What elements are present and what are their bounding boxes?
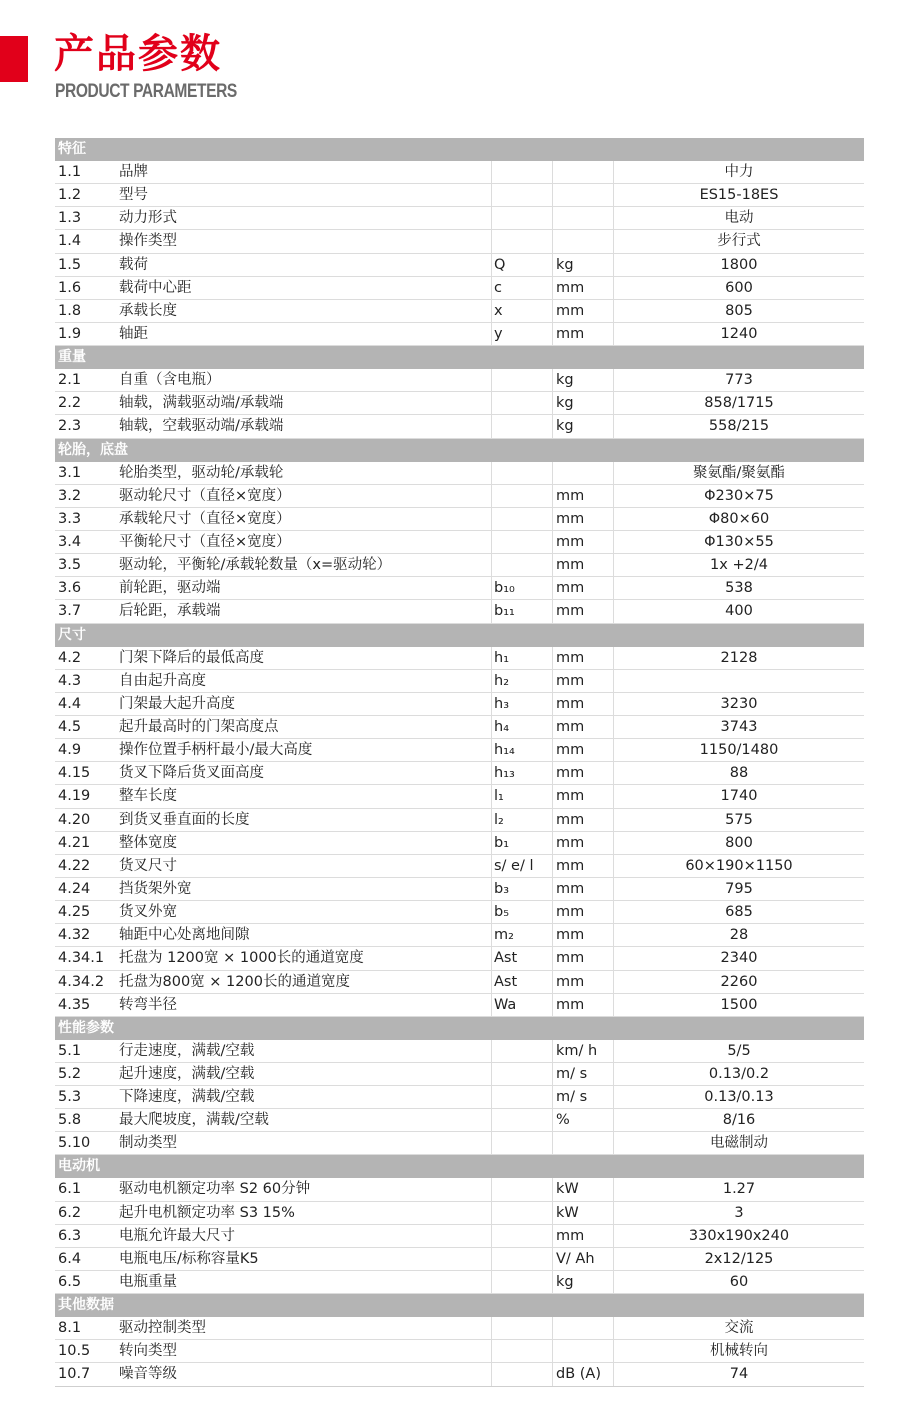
- row-description: 前轮距，驱动端: [115, 577, 492, 599]
- row-symbol: [492, 1225, 553, 1247]
- row-code: 4.20: [58, 811, 91, 828]
- row-unit: mm: [553, 994, 614, 1016]
- row-unit: mm: [553, 809, 614, 831]
- table-row: [55, 230, 864, 253]
- row-description: 驱动控制类型: [115, 1317, 492, 1339]
- row-value: 电动: [724, 210, 754, 227]
- row-value: 3743: [720, 718, 758, 735]
- row-value: 795: [725, 880, 753, 897]
- row-unit: m/ s: [553, 1086, 614, 1108]
- row-value: 8/16: [722, 1112, 756, 1129]
- row-code: 4.34.1: [58, 950, 105, 967]
- row-symbol: [492, 1109, 553, 1131]
- row-code: 3.1: [58, 464, 82, 481]
- table-row: [55, 207, 864, 230]
- row-description: 电瓶允许最大尺寸: [115, 1225, 492, 1247]
- row-value: 电磁制动: [710, 1135, 768, 1152]
- header-accent-bar: [0, 36, 28, 82]
- row-code: 4.22: [58, 857, 91, 874]
- row-value: 538: [725, 580, 753, 597]
- row-unit: [553, 1132, 614, 1154]
- row-description: 门架下降后的最低高度: [115, 647, 492, 669]
- row-code: 6.3: [58, 1227, 82, 1244]
- row-value: 中力: [724, 164, 754, 180]
- row-description: 轴载，满载驱动端/承载端: [115, 392, 492, 414]
- row-description: 整体宽度: [115, 832, 492, 854]
- row-value: 1500: [720, 996, 758, 1013]
- row-code: 2.1: [58, 372, 82, 389]
- table-row: [55, 1248, 864, 1271]
- row-description: 型号: [115, 184, 492, 206]
- row-description: 制动类型: [115, 1132, 492, 1154]
- row-symbol: h₁₃: [492, 762, 553, 784]
- row-code: 4.5: [58, 718, 82, 735]
- table-row: [55, 716, 864, 739]
- row-description: 驱动轮，平衡轮/承载轮数量（x=驱动轮）: [115, 554, 492, 576]
- table-row: [55, 600, 864, 623]
- row-value: Φ80×60: [708, 510, 770, 527]
- row-code: 5.3: [58, 1089, 82, 1106]
- row-symbol: Q: [492, 254, 553, 276]
- row-symbol: [492, 230, 553, 252]
- row-value: 3: [734, 1204, 744, 1221]
- table-row: [55, 762, 864, 785]
- table-row: [55, 971, 864, 994]
- row-unit: mm: [553, 600, 614, 622]
- row-unit: mm: [553, 947, 614, 969]
- table-row: [55, 1040, 864, 1063]
- section-header: 尺寸: [55, 624, 864, 647]
- row-unit: mm: [553, 901, 614, 923]
- row-description: 电瓶重量: [115, 1271, 492, 1293]
- table-row: [55, 392, 864, 415]
- row-code: 5.10: [58, 1135, 91, 1152]
- table-row: [55, 855, 864, 878]
- row-code: 4.24: [58, 880, 91, 897]
- row-value: 交流: [724, 1320, 754, 1337]
- row-value: 机械转向: [710, 1343, 768, 1360]
- row-symbol: [492, 415, 553, 437]
- row-code: 3.2: [58, 487, 82, 504]
- row-symbol: [492, 161, 553, 183]
- row-description: 轴载，空载驱动端/承载端: [115, 415, 492, 437]
- row-code: 1.4: [58, 233, 82, 250]
- table-row: [55, 485, 864, 508]
- row-code: 6.5: [58, 1274, 82, 1291]
- row-symbol: [492, 462, 553, 484]
- row-value: 1240: [720, 325, 758, 342]
- row-value: 0.13/0.2: [708, 1065, 770, 1082]
- row-code: 1.6: [58, 279, 82, 296]
- row-unit: mm: [553, 693, 614, 715]
- row-value: 1150/1480: [699, 742, 779, 759]
- row-code: 5.2: [58, 1065, 82, 1082]
- row-symbol: b₁: [492, 832, 553, 854]
- table-row: [55, 1086, 864, 1109]
- table-row: [55, 577, 864, 600]
- row-symbol: b₁₀: [492, 577, 553, 599]
- row-symbol: [492, 554, 553, 576]
- table-row: [55, 415, 864, 438]
- row-description: 货叉尺寸: [115, 855, 492, 877]
- row-symbol: c: [492, 277, 553, 299]
- row-unit: mm: [553, 762, 614, 784]
- row-code: 4.2: [58, 649, 82, 666]
- row-symbol: [492, 1202, 553, 1224]
- row-unit: m/ s: [553, 1063, 614, 1085]
- row-value: 0.13/0.13: [704, 1089, 774, 1106]
- row-symbol: [492, 485, 553, 507]
- row-description: 载荷中心距: [115, 277, 492, 299]
- table-row: [55, 277, 864, 300]
- table-row: [55, 670, 864, 693]
- row-value: 805: [725, 302, 753, 319]
- row-description: 平衡轮尺寸（直径×宽度）: [115, 531, 492, 553]
- row-code: 1.9: [58, 325, 82, 342]
- row-value: 聚氨酯/聚氨酯: [693, 464, 785, 481]
- row-description: 品牌: [115, 161, 492, 183]
- page-title: 产品参数: [54, 31, 222, 77]
- row-unit: km/ h: [553, 1040, 614, 1062]
- row-symbol: [492, 1317, 553, 1339]
- row-description: 自重（含电瓶）: [115, 369, 492, 391]
- table-row: [55, 300, 864, 323]
- table-row: [55, 462, 864, 485]
- row-symbol: m₂: [492, 924, 553, 946]
- row-symbol: Ast: [492, 947, 553, 969]
- row-description: 到货叉垂直面的长度: [115, 809, 492, 831]
- table-row: [55, 901, 864, 924]
- row-value: 575: [725, 811, 753, 828]
- row-value: 5/5: [727, 1042, 751, 1059]
- table-row: [55, 161, 864, 184]
- row-value: 400: [725, 603, 753, 620]
- row-unit: mm: [553, 739, 614, 761]
- row-symbol: b₁₁: [492, 600, 553, 622]
- row-unit: [553, 462, 614, 484]
- table-row: [55, 924, 864, 947]
- row-unit: [553, 230, 614, 252]
- row-value: 2340: [720, 950, 758, 967]
- row-symbol: b₅: [492, 901, 553, 923]
- row-unit: mm: [553, 878, 614, 900]
- row-description: 承载长度: [115, 300, 492, 322]
- row-value: 2x12/125: [704, 1250, 774, 1267]
- row-symbol: [492, 1040, 553, 1062]
- row-value: 3230: [720, 695, 758, 712]
- row-code: 3.3: [58, 510, 82, 527]
- row-symbol: h₁: [492, 647, 553, 669]
- row-value: 773: [725, 372, 753, 389]
- row-description: 挡货架外宽: [115, 878, 492, 900]
- row-unit: mm: [553, 647, 614, 669]
- row-symbol: [492, 508, 553, 530]
- row-symbol: [492, 1271, 553, 1293]
- row-value: [614, 670, 864, 692]
- row-symbol: [492, 369, 553, 391]
- row-unit: [553, 184, 614, 206]
- table-row: [55, 832, 864, 855]
- row-description: 最大爬坡度，满载/空载: [115, 1109, 492, 1131]
- section-header: 性能参数: [55, 1017, 864, 1040]
- row-symbol: Ast: [492, 971, 553, 993]
- row-value: 1.27: [722, 1181, 756, 1198]
- table-row: [55, 994, 864, 1017]
- row-value: 60: [729, 1274, 749, 1291]
- row-description: 驱动轮尺寸（直径×宽度）: [115, 485, 492, 507]
- row-description: 操作类型: [115, 230, 492, 252]
- row-description: 货叉外宽: [115, 901, 492, 923]
- row-code: 4.32: [58, 927, 91, 944]
- table-row: [55, 1178, 864, 1201]
- row-code: 4.34.2: [58, 973, 105, 990]
- row-unit: kg: [553, 1271, 614, 1293]
- table-row: [55, 878, 864, 901]
- row-symbol: [492, 1248, 553, 1270]
- row-description: 行走速度，满载/空载: [115, 1040, 492, 1062]
- row-unit: mm: [553, 1225, 614, 1247]
- row-unit: mm: [553, 785, 614, 807]
- row-unit: mm: [553, 832, 614, 854]
- row-value: Φ130×55: [704, 533, 774, 550]
- row-value: 88: [729, 765, 749, 782]
- row-code: 4.4: [58, 695, 82, 712]
- table-row: [55, 1363, 864, 1386]
- row-unit: mm: [553, 577, 614, 599]
- section-header: 电动机: [55, 1155, 864, 1178]
- row-code: 10.5: [58, 1343, 91, 1360]
- row-symbol: [492, 207, 553, 229]
- row-value: 60×190×1150: [685, 857, 793, 874]
- row-code: 1.2: [58, 187, 82, 204]
- row-value: 2260: [720, 973, 758, 990]
- row-code: 6.1: [58, 1181, 82, 1198]
- row-unit: mm: [553, 971, 614, 993]
- row-description: 操作位置手柄杆最小/最大高度: [115, 739, 492, 761]
- row-unit: mm: [553, 508, 614, 530]
- table-row: [55, 554, 864, 577]
- table-row: [55, 1340, 864, 1363]
- row-description: 起升速度，满载/空载: [115, 1063, 492, 1085]
- row-code: 2.2: [58, 395, 82, 412]
- row-symbol: h₂: [492, 670, 553, 692]
- row-description: 起升电机额定功率 S3 15%: [115, 1202, 492, 1224]
- row-value: 28: [729, 927, 749, 944]
- row-symbol: [492, 1178, 553, 1200]
- row-description: 整车长度: [115, 785, 492, 807]
- row-code: 2.3: [58, 418, 82, 435]
- row-unit: [553, 1340, 614, 1362]
- row-value: 1800: [720, 256, 758, 273]
- row-unit: mm: [553, 277, 614, 299]
- row-symbol: [492, 184, 553, 206]
- page-subtitle: PRODUCT PARAMETERS: [55, 81, 237, 102]
- row-code: 4.3: [58, 672, 82, 689]
- row-unit: kg: [553, 369, 614, 391]
- row-unit: V/ Ah: [553, 1248, 614, 1270]
- row-value: 685: [725, 904, 753, 921]
- row-description: 转向类型: [115, 1340, 492, 1362]
- row-unit: [553, 161, 614, 183]
- table-row: [55, 369, 864, 392]
- row-code: 4.15: [58, 765, 91, 782]
- table-row: [55, 809, 864, 832]
- row-value: 74: [729, 1366, 749, 1383]
- row-value: 330x190x240: [688, 1227, 790, 1244]
- row-symbol: l₂: [492, 809, 553, 831]
- row-description: 轴距: [115, 323, 492, 345]
- row-description: 门架最大起升高度: [115, 693, 492, 715]
- row-unit: kg: [553, 254, 614, 276]
- row-description: 托盘为800宽 × 1200长的通道宽度: [115, 971, 492, 993]
- row-value: 步行式: [717, 233, 761, 250]
- table-row: [55, 323, 864, 346]
- row-description: 电瓶电压/标称容量K5: [115, 1248, 492, 1270]
- row-value: 558/215: [708, 418, 770, 435]
- row-description: 承载轮尺寸（直径×宽度）: [115, 508, 492, 530]
- table-row: [55, 1132, 864, 1155]
- row-unit: mm: [553, 855, 614, 877]
- row-value: 2128: [720, 649, 758, 666]
- row-unit: mm: [553, 716, 614, 738]
- row-symbol: [492, 1132, 553, 1154]
- row-description: 载荷: [115, 254, 492, 276]
- row-code: 3.6: [58, 580, 82, 597]
- row-code: 4.21: [58, 834, 91, 851]
- row-symbol: [492, 1063, 553, 1085]
- row-unit: dB (A): [553, 1363, 614, 1385]
- row-symbol: l₁: [492, 785, 553, 807]
- row-code: 3.5: [58, 557, 82, 574]
- row-symbol: [492, 531, 553, 553]
- row-code: 5.1: [58, 1042, 82, 1059]
- row-value: 1x +2/4: [710, 557, 768, 574]
- row-unit: kg: [553, 415, 614, 437]
- spec-table: [55, 138, 864, 1387]
- table-row: [55, 647, 864, 670]
- row-symbol: y: [492, 323, 553, 345]
- row-symbol: s/ e/ l: [492, 855, 553, 877]
- table-row: [55, 1317, 864, 1340]
- table-row: [55, 1202, 864, 1225]
- table-row: [55, 508, 864, 531]
- row-code: 3.7: [58, 603, 82, 620]
- row-code: 4.9: [58, 742, 82, 759]
- row-value: ES15-18ES: [699, 187, 779, 204]
- row-unit: mm: [553, 554, 614, 576]
- table-row: [55, 785, 864, 808]
- row-symbol: Wa: [492, 994, 553, 1016]
- row-unit: mm: [553, 924, 614, 946]
- row-symbol: h₃: [492, 693, 553, 715]
- row-symbol: [492, 1340, 553, 1362]
- row-unit: %: [553, 1109, 614, 1131]
- section-header: 重量: [55, 346, 864, 369]
- row-code: 3.4: [58, 533, 82, 550]
- row-value: 600: [725, 279, 753, 296]
- row-description: 转弯半径: [115, 994, 492, 1016]
- row-symbol: h₁₄: [492, 739, 553, 761]
- row-description: 货叉下降后货叉面高度: [115, 762, 492, 784]
- row-code: 4.25: [58, 904, 91, 921]
- row-code: 1.8: [58, 302, 82, 319]
- section-header: 其他数据: [55, 1294, 864, 1317]
- row-symbol: [492, 1363, 553, 1385]
- row-symbol: x: [492, 300, 553, 322]
- table-row: [55, 531, 864, 554]
- row-unit: mm: [553, 531, 614, 553]
- row-unit: kW: [553, 1202, 614, 1224]
- table-row: [55, 1109, 864, 1132]
- table-row: [55, 184, 864, 207]
- row-code: 4.19: [58, 788, 91, 805]
- row-description: 自由起升高度: [115, 670, 492, 692]
- row-description: 下降速度，满载/空载: [115, 1086, 492, 1108]
- table-row: [55, 739, 864, 762]
- table-row: [55, 1063, 864, 1086]
- section-header: 轮胎，底盘: [55, 439, 864, 462]
- row-description: 后轮距，承载端: [115, 600, 492, 622]
- table-row: [55, 947, 864, 970]
- row-description: 轴距中心处离地间隙: [115, 924, 492, 946]
- row-code: 8.1: [58, 1320, 82, 1337]
- row-symbol: [492, 392, 553, 414]
- row-code: 1.5: [58, 256, 82, 273]
- row-unit: [553, 207, 614, 229]
- row-description: 轮胎类型，驱动轮/承载轮: [115, 462, 492, 484]
- row-description: 噪音等级: [115, 1363, 492, 1385]
- row-code: 10.7: [58, 1366, 91, 1383]
- row-description: 托盘为 1200宽 × 1000长的通道宽度: [115, 947, 492, 969]
- row-symbol: b₃: [492, 878, 553, 900]
- table-row: [55, 254, 864, 277]
- row-unit: mm: [553, 485, 614, 507]
- row-description: 动力形式: [115, 207, 492, 229]
- row-symbol: h₄: [492, 716, 553, 738]
- row-code: 6.2: [58, 1204, 82, 1221]
- row-unit: mm: [553, 323, 614, 345]
- section-header: 特征: [55, 138, 864, 161]
- row-symbol: [492, 1086, 553, 1108]
- table-row: [55, 1271, 864, 1294]
- row-value: 1740: [720, 788, 758, 805]
- row-value: Φ230×75: [704, 487, 774, 504]
- row-description: 驱动电机额定功率 S2 60分钟: [115, 1178, 492, 1200]
- row-unit: mm: [553, 670, 614, 692]
- row-code: 1.1: [58, 164, 82, 180]
- row-code: 5.8: [58, 1112, 82, 1129]
- row-code: 4.35: [58, 996, 91, 1013]
- row-unit: mm: [553, 300, 614, 322]
- table-row: [55, 1225, 864, 1248]
- row-value: 858/1715: [704, 395, 774, 412]
- row-unit: [553, 1317, 614, 1339]
- row-unit: kg: [553, 392, 614, 414]
- row-code: 6.4: [58, 1250, 82, 1267]
- row-value: 800: [725, 834, 753, 851]
- row-code: 1.3: [58, 210, 82, 227]
- row-description: 起升最高时的门架高度点: [115, 716, 492, 738]
- row-unit: kW: [553, 1178, 614, 1200]
- table-row: [55, 693, 864, 716]
